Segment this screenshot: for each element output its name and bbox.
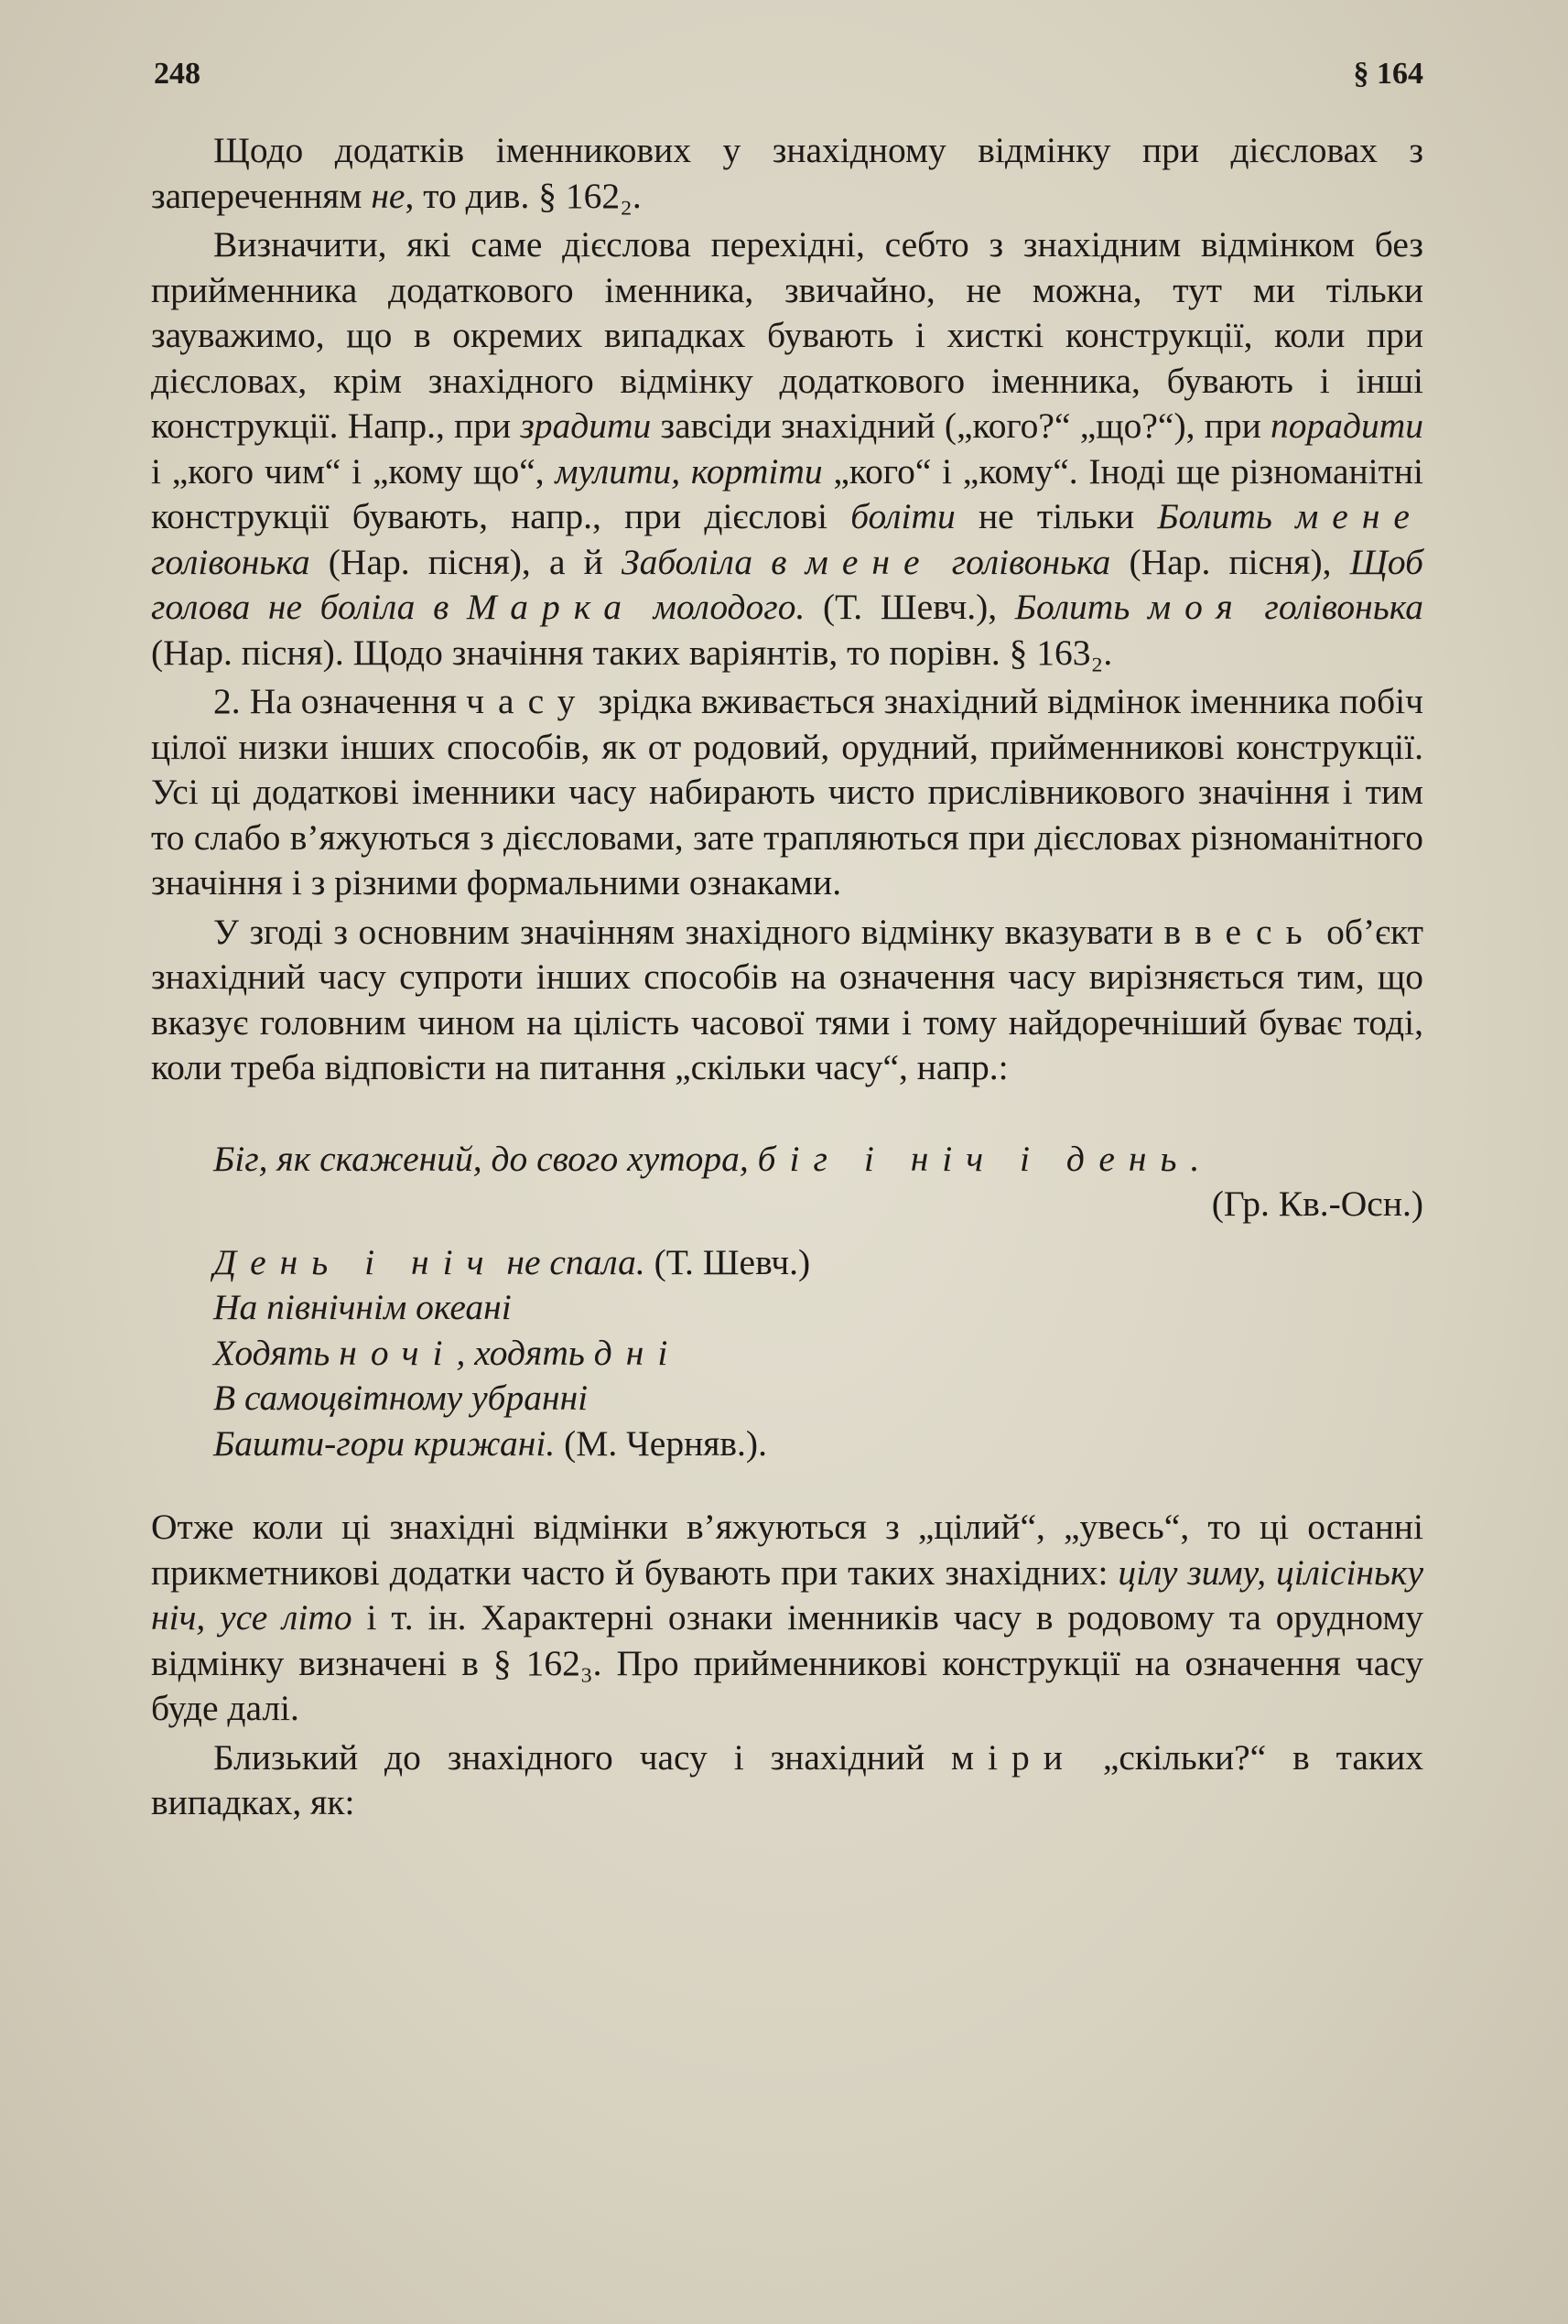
paragraph-4: У згоді з основним значінням знахідного відмінку вказувати ввесь об’єкт знахідний часу супроти інших способів на означення часу вирізняється тим, що вказує головним чином на цілість часової тями і тому найдоречніший буває тоді, коли треба відповісти на питання „скільки часу“, напр.:: [151, 911, 1423, 1087]
paragraph-5: Отже коли ці знахідні відмінки в’яжуються з „цілий“, „увесь“, то ці останні прикметникові додатки часто й бувають при таких знахідних: цілу зиму, цілісіньку ніч, усе літо і т. ін. Характерні ознаки іменників часу в родовому та орудному відмінку визначені в § 162₃. Про прийменникові конструкції на означення часу буде далі.: [151, 1507, 1424, 1728]
verse-line-1: Біг, як скажений, до свого хутора, біг і ніч і день.: [213, 1138, 1214, 1179]
verse-line-3: На північнім океані: [213, 1287, 512, 1327]
verse-line-2: День і ніч не спала. (Т. Шевч.): [213, 1241, 811, 1282]
verse-line-4: Ходять ночі, ходять дні: [213, 1332, 682, 1373]
page-header: [0, 57, 1568, 103]
verse-line-5: В самоцвітному убранні: [213, 1378, 589, 1418]
verse-examples: [213, 1137, 1423, 1467]
paragraph-3: 2. На означення часу зрідка вживається знахідний відмінок іменника побіч цілої низки інших способів, як от родовий, орудний, прийменникові конструкції. Усі ці додаткові іменники часу набирають чисто прислівникового значіння і тим то слабо в’яжуються з дієсловами, зате трапляються при дієсловах різноманітного значіння і з різними формальними ознаками.: [151, 681, 1423, 903]
paragraph-2: Визначити, які саме дієслова перехідні, себто з знахідним відмінком без прийменника додаткового іменника, звичайно, не можна, тут ми тільки зауважимо, що в окремих випадках бувають і хисткі конструкції, коли при дієсловах, крім знахідного відмінку додаткового іменника, бувають і інші конструкції. Напр., при зрадити завсіди знахідний („кого?“ „що?“), при порадити і „кого чим“ і „кому що“, мулити, кортіти „кого“ і „кому“. Іноді ще різноманітні конструкції бувають, напр., при дієслові боліти не тільки Болить мене голівонька (Нар. пісня), а й Заболіла в мене голівонька (Нар. пісня), Щоб голова не боліла в Марка молодого. (Т. Шевч.), Болить моя голівонька (Нар. пісня). Щодо значіння таких варіянтів, то порівн. § 163₂.: [151, 224, 1424, 673]
verse-source-1: (Гр. Кв.-Осн.): [1211, 1184, 1423, 1224]
paragraph-6: Близький до знахідного часу і знахідний міри „скільки?“ в таких випадках, як:: [151, 1736, 1423, 1822]
page-number: 248: [154, 57, 200, 91]
paragraph-1: Щодо додатків іменникових у знахідному відмінку при дієсловах з запереченням не, то див. § 162₂.: [151, 130, 1423, 216]
verse-line-6: Башти-гори крижані. (М. Черняв.).: [213, 1422, 767, 1464]
page-body: [151, 128, 1423, 1830]
section-number: § 164: [1353, 57, 1423, 91]
